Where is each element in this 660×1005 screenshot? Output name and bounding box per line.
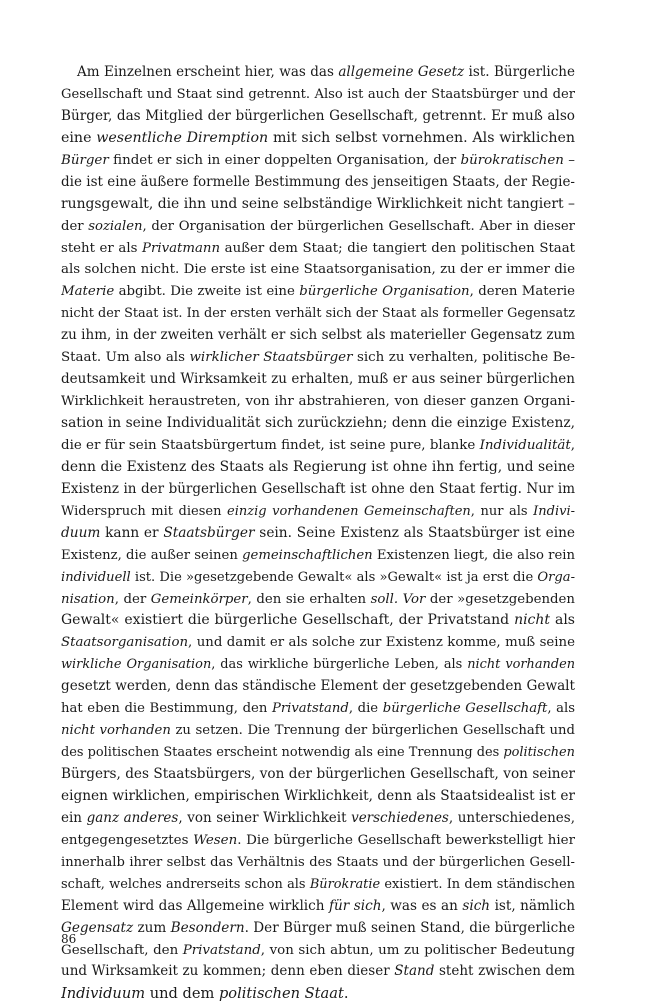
italic-run: nicht vorhanden [61, 723, 171, 739]
text-line [61, 479, 575, 501]
text-line [61, 106, 575, 128]
italic-run: Bürger [61, 152, 109, 168]
italic-run: nicht [514, 612, 551, 629]
text-line [61, 216, 575, 238]
text-line [61, 391, 575, 413]
italic-run: Gemeinkörper [150, 591, 248, 607]
text-line [61, 940, 575, 962]
page-number: 86 [61, 932, 77, 946]
text-run: , als [547, 701, 575, 717]
text-run: Existenz in der bürgerlichen Gesellschaft ist ohne den Staat fertig. Nur im [61, 480, 575, 497]
text-line [61, 150, 575, 172]
text-line [61, 610, 575, 632]
text-line [61, 676, 575, 698]
text-run: existiert. In dem ständischen [380, 876, 575, 892]
text-run: kann er [100, 524, 164, 541]
italic-run: Gegensatz [61, 919, 134, 936]
italic-run: ganz anderes [86, 809, 179, 826]
text-line [61, 764, 575, 786]
text-run: die er für sein Staatsbürgertum findet, ist seine pure, blanke [61, 437, 480, 453]
text-run: , nur als [470, 503, 534, 519]
text-line [61, 369, 575, 391]
text-line [61, 632, 575, 654]
text-run: des politischen Staates erscheint notwendig als eine Trennung des [61, 745, 504, 761]
text-run: nicht der Staat ist. In der ersten verhält sich der Staat als formeller Gegensatz [61, 306, 575, 322]
italic-run: wirklicher Staatsbürger [189, 350, 353, 366]
text-run: , unterschiedenes, [448, 809, 575, 826]
text-line [61, 194, 575, 216]
italic-run: Individuum [61, 985, 146, 1003]
text-run: als [550, 612, 575, 629]
text-run: , der [114, 591, 151, 607]
text-run: , das wirkliche bürgerliche Leben, als [211, 657, 468, 673]
text-run: , der Organisation der bürgerlichen Gesellschaft. Aber in dieser [142, 218, 575, 234]
text-run: zu setzen. Die Trennung der bürgerlichen Gesellschaft und [170, 723, 575, 739]
text-line [61, 589, 575, 611]
italic-run: Besondern [170, 919, 245, 936]
italic-run: wesentliche Diremption [96, 129, 269, 146]
italic-run: nicht vorhanden [467, 657, 575, 673]
text-run: mit sich selbst vornehmen. Als wirklichen [268, 129, 575, 146]
text-run: , und damit er als solche zur Existenz komme, muß seine [188, 635, 575, 651]
text-run: – [563, 152, 575, 168]
text-run: und dem [145, 985, 219, 1003]
italic-run: gemeinschaftlichen [242, 547, 373, 563]
text-run: eignen wirklichen, empirischen Wirklichkeit, denn als Staatsidealist ist er [61, 787, 575, 804]
italic-run: bürokratischen [460, 152, 564, 168]
text-run: sein. Seine Existenz als Staatsbürger ist eine [254, 524, 575, 541]
text-line [61, 830, 575, 852]
text-run: steht zwischen dem [434, 963, 575, 980]
text-line [61, 983, 575, 1005]
italic-run: Privatmann [142, 240, 221, 256]
text-run: Bürger, das Mitglied der bürgerlichen Gesellschaft, getrennt. Er muß also [61, 107, 575, 124]
italic-run: politischen Staat [218, 985, 344, 1003]
text-line [61, 808, 575, 830]
italic-run: für sich [329, 897, 382, 914]
text-run: eine [61, 129, 97, 146]
italic-run: wirkliche Organisation [61, 657, 212, 673]
text-line [61, 852, 575, 874]
text-run: zu ihm, in der zweiten verhält er sich selbst als materieller Gegensatz zum [61, 327, 575, 344]
text-line [61, 720, 575, 742]
text-line [61, 62, 575, 84]
text-run: gesetzt werden, denn das ständische Element der gesetzgebenden Gewalt [61, 678, 575, 695]
italic-run: nisation [61, 591, 115, 607]
text-run: sation in seine Individualität sich zurückziehn; denn die einzige Existenz, [61, 415, 575, 431]
italic-run: Privatstand [271, 701, 349, 717]
text-line [61, 259, 575, 281]
italic-run: sich [462, 897, 491, 914]
text-line [61, 128, 575, 150]
text-run: Gesellschaft und Staat sind getrennt. Also ist auch der Staatsbürger und der [61, 86, 575, 102]
text-run: denn die Existenz des Staats als Regierung ist ohne ihn fertig, und seine [61, 458, 575, 475]
text-run: abgibt. Die zweite ist eine [114, 284, 300, 300]
italic-run: sozialen [88, 218, 143, 234]
text-run: ist. Bürgerliche [464, 64, 575, 80]
text-run: Wirklichkeit heraustreten, von ihr abstrahieren, von dieser ganzen Organi- [61, 394, 575, 410]
text-line [61, 238, 575, 260]
italic-run: politischen [503, 745, 575, 761]
italic-run: verschiedenes [351, 809, 449, 826]
text-run: Existenzen liegt, die also rein [372, 547, 575, 563]
text-run: die ist eine äußere formelle Bestimmung des jenseitigen Staats, der Regie- [61, 173, 575, 190]
text-run: Gewalt« existiert die bürgerliche Gesellschaft, der Privatstand [61, 612, 515, 629]
text-run: Widerspruch mit diesen [61, 503, 228, 519]
text-line [61, 84, 575, 106]
text-run: Staat. Um also als [61, 350, 190, 366]
text-run: innerhalb ihrer selbst das Verhältnis des Staats und der bürgerlichen Gesell- [61, 854, 575, 870]
text-run: hat eben die Bestimmung, den [61, 701, 272, 717]
text-run: . [343, 985, 349, 1003]
text-line [61, 413, 575, 435]
italic-run: Staatsbürger [163, 524, 255, 541]
text-run: steht er als [61, 240, 143, 256]
italic-run: Indivi- [533, 503, 575, 519]
text-line [61, 501, 575, 523]
text-run: Bürgers, des Staatsbürgers, von der bürgerlichen Gesellschaft, von seiner [61, 766, 575, 782]
text-run: Gesellschaft, den [61, 942, 183, 958]
italic-run: duum [61, 524, 101, 541]
text-run: als solchen nicht. Die erste ist eine Staatsorganisation, zu der er immer die [61, 262, 575, 278]
text-run: , was es an [381, 897, 463, 914]
text-run: sich zu verhalten, politische Be- [352, 350, 575, 366]
text-line [61, 654, 575, 676]
text-run: Am Einzelnen erscheint hier, was das [77, 64, 339, 80]
text-line [61, 786, 575, 808]
text-run: , [570, 437, 575, 453]
text-line [61, 303, 575, 325]
text-line [61, 435, 575, 457]
text-run: , den sie erhalten [247, 591, 371, 607]
text-line [61, 918, 575, 940]
text-run: deutsamkeit und Wirksamkeit zu erhalten, muß er aus seiner bürgerlichen [61, 371, 575, 388]
text-line [61, 325, 575, 347]
text-line [61, 896, 575, 918]
italic-run: Individualität [479, 437, 571, 453]
italic-run: Bürokratie [309, 876, 381, 892]
text-line [61, 742, 575, 764]
text-line [61, 172, 575, 194]
text-run: Existenz, die außer seinen [61, 547, 243, 563]
italic-run: einzig vorhandenen Gemeinschaften [227, 503, 471, 519]
italic-run: Privatstand [182, 942, 261, 958]
text-line [61, 281, 575, 303]
italic-run: Orga- [537, 569, 575, 585]
text-run: und Wirksamkeit zu kommen; denn eben dieser [61, 963, 395, 980]
italic-run: individuell [61, 569, 131, 585]
italic-run: allgemeine Gesetz [338, 64, 465, 80]
text-run: ist. Die »gesetzgebende Gewalt« als »Gewalt« ist ja erst die [130, 569, 538, 585]
italic-run: soll. Vor [370, 591, 426, 607]
text-line [61, 347, 575, 369]
text-run: rungsgewalt, die ihn und seine selbständige Wirklichkeit nicht tangiert – [61, 195, 575, 212]
text-line [61, 567, 575, 589]
italic-run: bürgerliche Organisation [299, 284, 470, 300]
text-run: außer dem Staat; die tangiert den politischen Staat [220, 240, 575, 256]
text-run: der »gesetzgebenden [425, 591, 575, 607]
text-run: zum [133, 919, 171, 936]
text-run: der [61, 218, 89, 234]
italic-run: bürgerliche Gesellschaft [382, 701, 548, 717]
italic-run: Materie [61, 284, 115, 300]
text-run: ist, nämlich [490, 897, 575, 914]
italic-run: Stand [394, 963, 435, 980]
text-run: schaft, welches andrerseits schon als [61, 876, 310, 892]
text-run: , von seiner Wirklichkeit [178, 809, 352, 826]
italic-run: Wesen [193, 832, 238, 848]
text-run: . Die bürgerliche Gesellschaft bewerkstelligt hier [237, 832, 575, 848]
text-run: . Der Bürger muß seinen Stand, die bürgerliche [244, 919, 575, 936]
text-line [61, 457, 575, 479]
text-line [61, 698, 575, 720]
text-run: , deren Materie [469, 284, 575, 300]
text-run: ein [61, 809, 87, 826]
text-run: Element wird das Allgemeine wirklich [61, 897, 330, 914]
text-line [61, 545, 575, 567]
text-run: , die [348, 701, 383, 717]
text-run: entgegengesetztes [61, 832, 194, 848]
body-text [61, 62, 575, 1005]
italic-run: Staatsorganisation [61, 635, 189, 651]
text-run: findet er sich in einer doppelten Organisation, der [108, 152, 461, 168]
text-line [61, 523, 575, 545]
text-line [61, 874, 575, 896]
text-line [61, 961, 575, 983]
text-run: , von sich abtun, um zu politischer Bedeutung [260, 942, 575, 958]
